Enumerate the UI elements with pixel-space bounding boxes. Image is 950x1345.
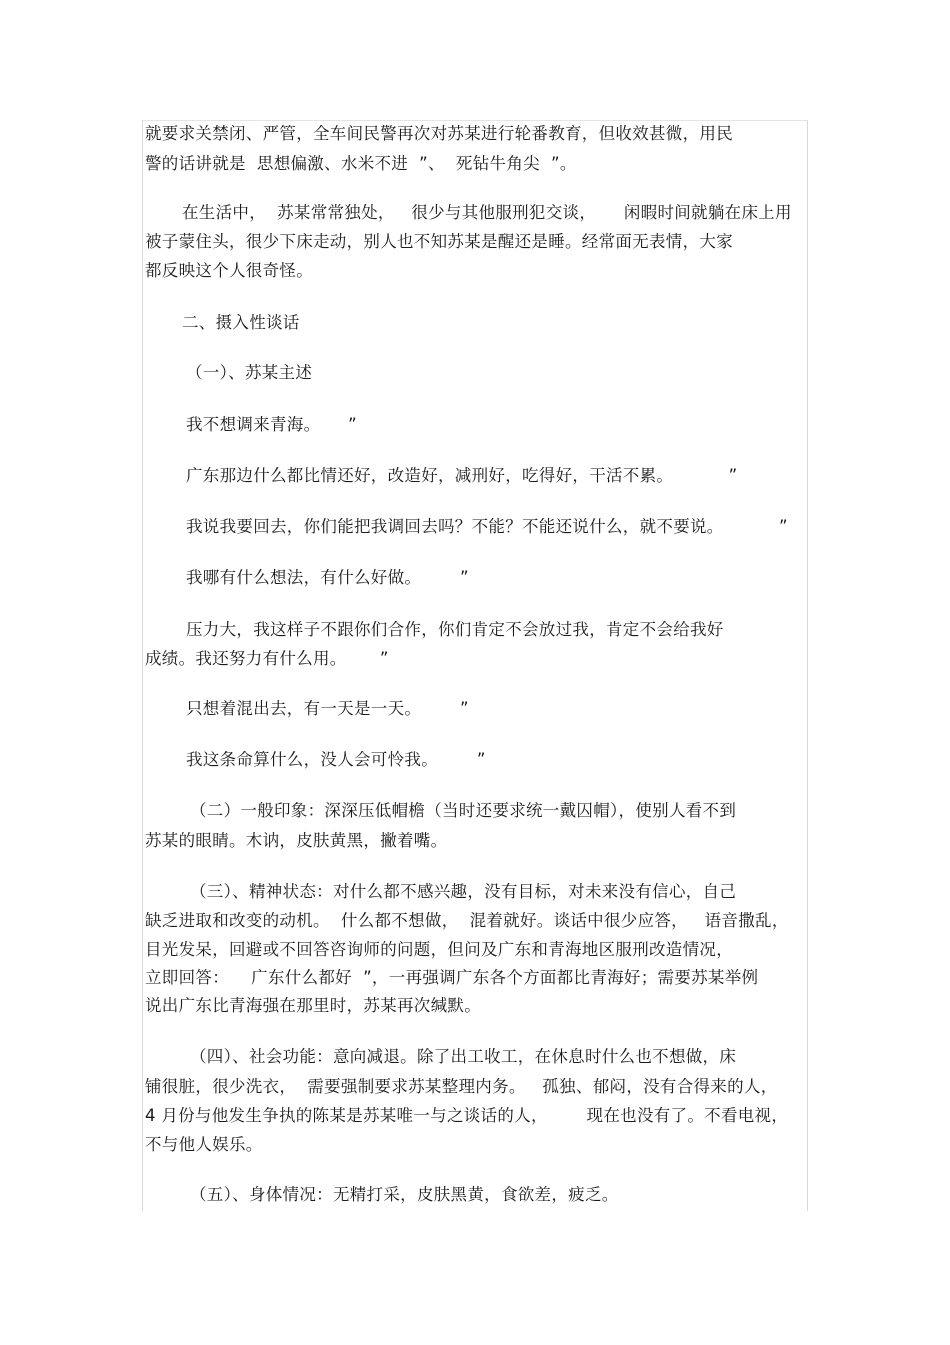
quote-line: 压力大，我这样子不跟你们合作，你们肯定不会放过我，肯定不会给我好: [186, 620, 724, 639]
text-line: 就要求关禁闭、严管，全车间民警再次对苏某进行轮番教育，但收效甚微，用民: [145, 124, 733, 143]
quote-line: 只想着混出去，有一天是一天。 ”: [186, 699, 469, 718]
text-line: （四）、社会功能：意向减退。除了出工收工，在休息时什么也不想做，床: [190, 1047, 737, 1066]
text-line: 缺乏进取和改变的动机。 什么都不想做， 混着就好。谈话中很少应答， 语音撒乱，: [145, 911, 789, 930]
quote-line: 我这条命算什么，没人会可怜我。 ”: [186, 750, 486, 769]
text-line: 目光发呆，回避或不回答咨询师的问题，但问及广东和青海地区服刑改造情况，: [145, 940, 733, 959]
text-line: 说出广东比青海强在那里时，苏某再次缄默。: [145, 996, 481, 1015]
text-line: 不与他人娱乐。: [145, 1135, 263, 1154]
text-line: （三）、精神状态：对什么都不感兴趣，没有目标，对未来没有信心，自己: [190, 882, 737, 901]
text-line: 在生活中， 苏某常常独处， 很少与其他服刑犯交谈， 闲暇时间就躺在床上用: [182, 203, 792, 222]
subsection-heading: （一）、苏某主述: [186, 363, 313, 382]
text-line: （五）、身体情况：无精打采，皮肤黑黄，食欲差，疲乏。: [190, 1185, 619, 1204]
text-line: 苏某的眼睛。木讷，皮肤黄黑，撇着嘴。: [145, 831, 448, 850]
quote-line: 广东那边什么都比情还好，改造好，减刑好，吃得好，干活不累。 ”: [186, 466, 738, 485]
quote-line: 我不想调来青海。 ”: [186, 415, 357, 434]
text-line: 铺很脏，很少洗衣， 需要强制要求苏某整理内务。 孤独、郁闷，没有合得来的人，: [145, 1077, 778, 1096]
quote-line: 成绩。我还努力有什么用。 ”: [145, 649, 389, 668]
text-line: （二）一般印象：深深压低帽檐（当时还要求统一戴囚帽），使别人看不到: [190, 801, 737, 820]
text-line: 警的话讲就是 思想偏激、水米不进 ”、 死钻牛角尖 ”。: [145, 154, 577, 173]
quote-line: 我哪有什么想法，有什么好做。 ”: [186, 568, 469, 587]
text-line: 立即回答： 广东什么都好 ”，一再强调广东各个方面都比青海好；需要苏某举例: [145, 968, 759, 987]
quote-line: 我说我要回去，你们能把我调回去吗？不能？不能还说什么，就不要说。 ”: [186, 517, 788, 536]
text-line: 被子蒙住头，很少下床走动，别人也不知苏某是醒还是睡。经常面无表情，大家: [145, 232, 733, 251]
text-line: 4 月份与他发生争执的陈某是苏某唯一与之谈话的人， 现在也没有了。不看电视，: [145, 1106, 789, 1125]
section-heading: 二、摄入性谈话: [182, 313, 300, 332]
text-line: 都反映这个人很奇怪。: [145, 261, 313, 280]
